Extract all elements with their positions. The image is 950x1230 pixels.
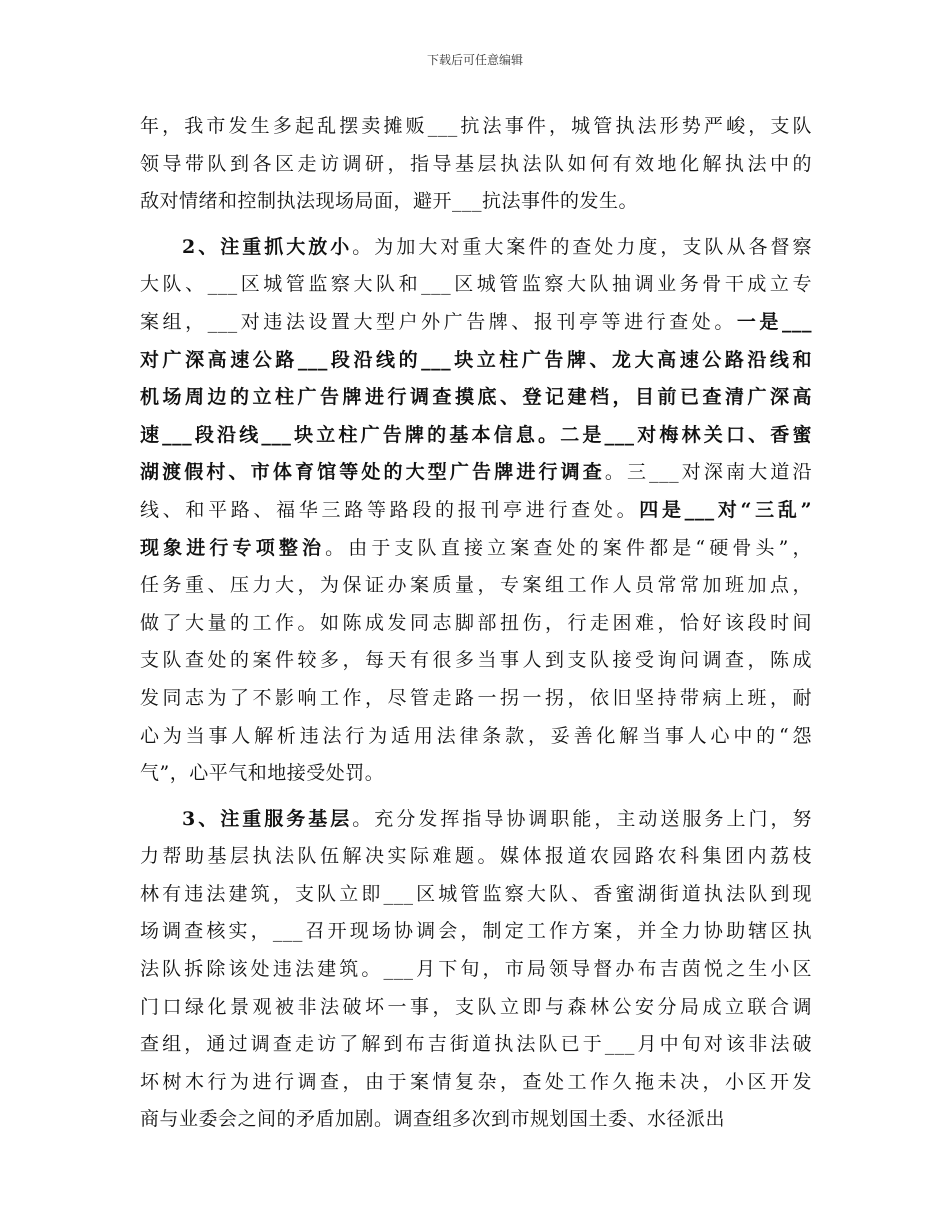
text-line xyxy=(140,951,812,989)
text-line xyxy=(140,417,812,455)
text-segment: 发同志为了不影响工作，尽管走路一拐一拐，依旧坚持带病上班，耐 xyxy=(140,686,812,709)
text-line xyxy=(140,876,812,914)
text-line xyxy=(140,605,812,643)
text-segment: 。为加大对重大案件的查处力度，支队从各督察 xyxy=(352,235,812,258)
text-segment: 敌对情绪和控制执法现场局面，避开___抗法事件的发生。 xyxy=(140,190,639,213)
bold-text-segment: 速___段沿线___块立柱广告牌的基本信息。二是___对梅林关口、香蜜 xyxy=(140,423,812,446)
text-line xyxy=(140,680,812,718)
text-segment: 年，我市发生多起乱摆卖摊贩___抗法事件，城管执法形势严峻，支队 xyxy=(140,115,812,137)
text-line xyxy=(140,1064,812,1102)
text-line xyxy=(140,183,812,221)
text-line xyxy=(140,379,812,417)
text-segment: 线、和平路、福华三路等路段的报刊亭进行查处。 xyxy=(140,498,640,521)
text-line xyxy=(140,492,812,530)
text-segment: 林有违法建筑，支队立即___区城管监察大队、香蜜湖街道执法队到现 xyxy=(140,882,812,905)
bold-text-segment: 湖渡假村、市体育馆等处的大型广告牌进行调查 xyxy=(140,461,605,484)
bold-text-segment: 四是___对“三乱” xyxy=(639,498,812,521)
text-segment: 任务重、压力大，为保证办案质量，专案组工作人员常常加班加点， xyxy=(140,574,812,597)
text-line xyxy=(140,229,812,267)
page-header: 下载后可任意编辑 xyxy=(426,53,523,67)
text-line xyxy=(140,266,812,304)
text-line xyxy=(140,342,812,380)
text-segment: 气”，心平气和地接受处罚。 xyxy=(140,762,385,785)
text-segment: 。由于支队直接立案查处的案件都是“硬骨头”， xyxy=(325,536,812,559)
text-segment: 案组，___对违法设置大型户外广告牌、报刊亭等进行查处。 xyxy=(140,310,737,333)
text-line xyxy=(140,1101,812,1139)
text-segment: 查组，通过调查走访了解到布吉街道执法队已于___月中旬对该非法破 xyxy=(140,1033,812,1056)
bold-text-segment: 一是___ xyxy=(736,310,812,333)
text-segment: 坏树木行为进行调查，由于案情复杂，查处工作久拖未决，小区开发 xyxy=(140,1070,812,1093)
text-line xyxy=(140,838,812,876)
text-segment: 。三___对深南大道沿 xyxy=(604,461,812,484)
text-segment: 力帮助基层执法队伍解决实际难题。媒体报道农园路农科集团内荔枝 xyxy=(140,845,812,868)
bold-text-segment: 机场周边的立柱广告牌进行调查摸底、登记建档，目前已查清广深高 xyxy=(140,386,812,409)
text-segment: 领导带队到各区走访调研，指导基层执法队如何有效地化解执法中的 xyxy=(140,152,812,175)
bold-text-segment: 2、注重抓大放小 xyxy=(182,235,353,258)
text-segment: 大队、___区城管监察大队和___区城管监察大队抽调业务骨干成立专 xyxy=(140,273,812,296)
text-line xyxy=(140,146,812,184)
paragraph-gap xyxy=(140,793,812,801)
text-segment: 心为当事人解析违法行为适用法律条款，妥善化解当事人心中的“怨 xyxy=(140,724,812,747)
text-line xyxy=(140,801,812,839)
text-line xyxy=(140,1026,812,1064)
text-line xyxy=(140,718,812,756)
text-line xyxy=(140,304,812,342)
bold-text-segment: 3、注重服务基层 xyxy=(182,807,353,830)
text-line xyxy=(140,567,812,605)
text-segment: 支队查处的案件较多，每天有很多当事人到支队接受询问调查，陈成 xyxy=(140,649,812,672)
text-line xyxy=(140,989,812,1027)
text-line xyxy=(140,530,812,568)
text-segment: 商与业委会之间的矛盾加剧。调查组多次到市规划国土委、水径派出 xyxy=(140,1108,726,1131)
paragraph-gap xyxy=(140,221,812,229)
text-segment: 门口绿化景观被非法破坏一事，支队立即与森林公安分局成立联合调 xyxy=(140,995,812,1018)
bold-text-segment: 对广深高速公路___段沿线的___块立柱广告牌、龙大高速公路沿线和 xyxy=(140,348,812,371)
text-line xyxy=(140,454,812,492)
bold-text-segment: 现象进行专项整治 xyxy=(140,536,326,559)
text-segment: 法队拆除该处违法建筑。___月下旬，市局领导督办布吉茵悦之生小区 xyxy=(140,958,812,981)
text-segment: 做了大量的工作。如陈成发同志脚部扭伤，行走困难，恰好该段时间 xyxy=(140,611,812,634)
document-body xyxy=(140,108,812,1139)
text-line xyxy=(140,755,812,793)
text-segment: 。充分发挥指导协调职能，主动送服务上门，努 xyxy=(352,807,812,830)
text-segment: 场调查核实，___召开现场协调会，制定工作方案，并全力协助辖区执 xyxy=(140,920,812,943)
text-line xyxy=(140,913,812,951)
text-line xyxy=(140,642,812,680)
text-line xyxy=(140,108,812,146)
